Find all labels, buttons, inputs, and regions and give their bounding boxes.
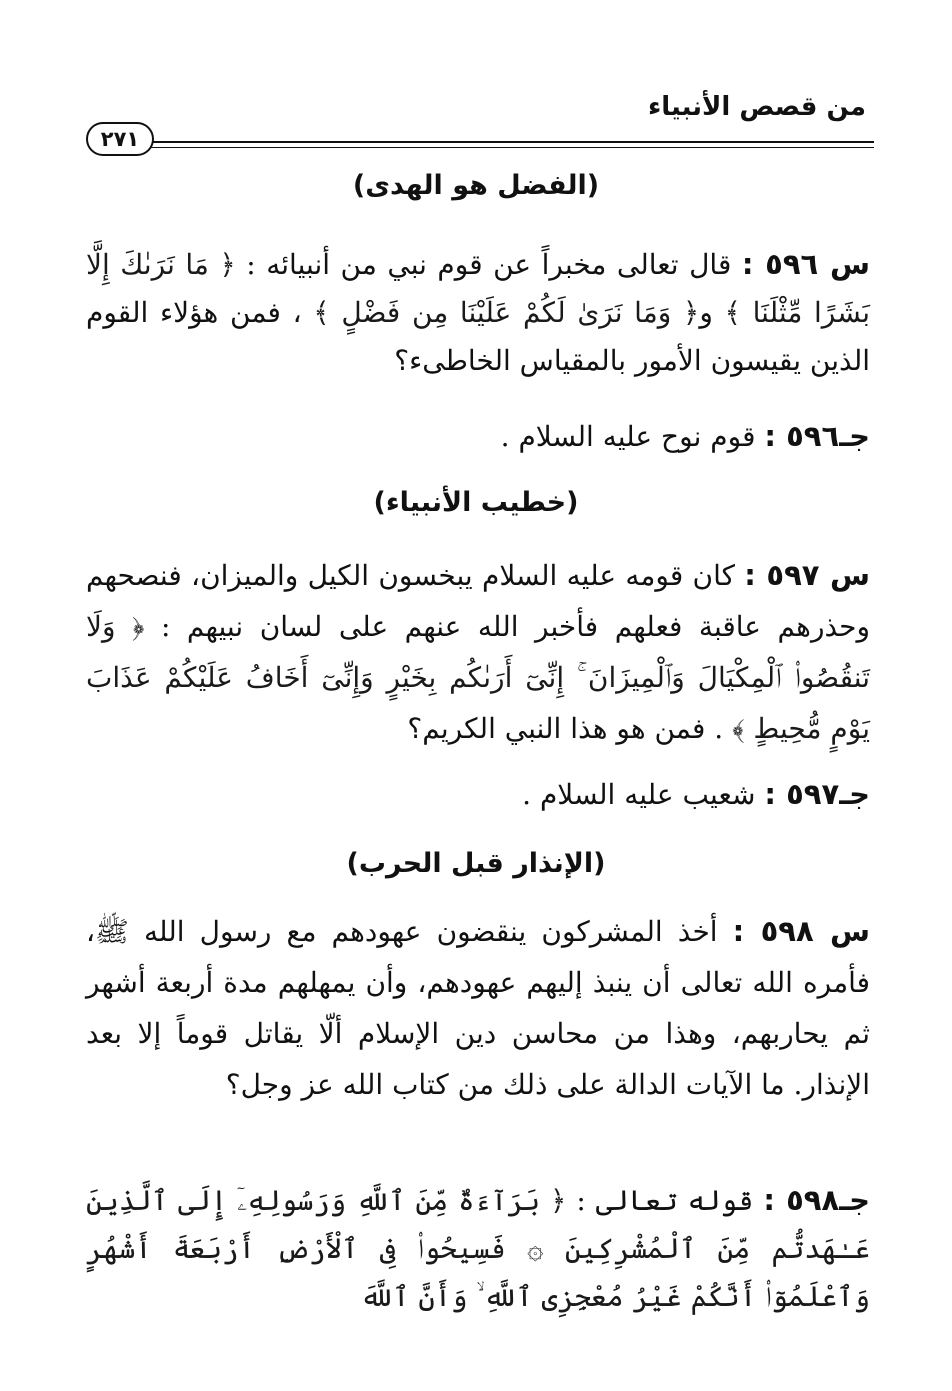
question-text: أخذ المشركون ينقضون عهودهم مع رسول الله ﷺ، فأمره الله تعالى أن ينبذ إليهم عهودهم، وأن يمهلهم مدة أربعة أشهر ثم يحاربهم، وهذا من محاسن دين الإسلام ألّا يقاتل قوماً إلا بعد الإنذار. ما الآيات الدالة على ذلك من كتاب الله عز وجل؟ xyxy=(86,915,870,1101)
header-rule xyxy=(150,141,874,148)
question-text: ، فمن هؤلاء القوم الذين يقيسون الأمور بالمقياس الخاطىء؟ xyxy=(86,296,870,377)
answer-598 xyxy=(86,1176,870,1321)
question-text: قال تعالى مخبراً عن قوم نبي من أنبيائه : xyxy=(235,248,732,281)
quran-verse: ﴿ وَلَا تَنقُصُوا۟ ٱلْمِكْيَالَ وَٱلْمِيزَانَ ۚ إِنِّىٓ أَرَىٰكُم بِخَيْرٍ وَإِنِّىٓ أَخَافُ عَلَيْكُمْ عَذَابَ يَوْمٍ مُّحِيطٍ ﴾ xyxy=(86,610,870,745)
question-label: س ٥٩٦ : xyxy=(741,247,870,281)
question-label: س ٥٩٨ : xyxy=(732,914,870,948)
answer-label: جـ٥٩٨ : xyxy=(763,1183,871,1217)
section-title-3: (الإنذار قبل الحرب) xyxy=(346,848,606,879)
answer-label: جـ٥٩٦ : xyxy=(764,419,870,453)
answer-597 xyxy=(86,770,870,819)
question-597 xyxy=(86,550,870,754)
page-number: ٢٧١ xyxy=(86,122,154,156)
quran-verse: ﴿ وَمَا نَرَىٰ لَكُمْ عَلَيْنَا مِن فَضْلٍ ﴾ xyxy=(313,296,700,329)
question-text: كان قومه عليه السلام يبخسون الكيل والميزان، فنصحهم وحذرهم عاقبة فعلهم فأخبر الله عنهم على لسان نبيهم : xyxy=(86,559,870,643)
answer-text: قوله تعالى : xyxy=(566,1184,754,1217)
running-title: من قصص الأنبياء xyxy=(647,92,866,122)
question-connector: و xyxy=(699,296,725,329)
section-title-1: (الفضل هو الهدى) xyxy=(352,170,600,201)
quran-verse: ﴿ بَرَآءَةٌ مِّنَ ٱللَّهِ وَرَسُولِهِۦٓ إِلَى ٱلَّذِينَ عَـٰهَدتُّم مِّنَ ٱلْمُشْرِكِينَ ۞ فَسِيحُوا۟ فِى ٱلْأَرْضِ أَرْبَعَةَ أَشْهُرٍ وَٱعْلَمُوٓا۟ أَنَّكُمْ غَيْرُ مُعْجِزِى ٱللَّهِ ۙ وَأَنَّ ٱللَّهَ xyxy=(86,1184,870,1313)
question-text: . فمن هو هذا النبي الكريم؟ xyxy=(407,712,733,745)
answer-text: شعيب عليه السلام . xyxy=(522,778,756,811)
answer-text: قوم نوح عليه السلام . xyxy=(500,420,756,453)
question-598 xyxy=(86,906,870,1110)
answer-label: جـ٥٩٧ : xyxy=(764,777,870,811)
answer-596 xyxy=(86,412,870,461)
quran-verse: ﴿ مَا نَرَىٰكَ إِلَّا بَشَرًا مِّثْلَنَا ﴾ xyxy=(86,248,871,329)
question-596 xyxy=(86,240,870,385)
question-label: س ٥٩٧ : xyxy=(744,558,870,592)
section-title-2: (خطيب الأنبياء) xyxy=(373,487,579,518)
